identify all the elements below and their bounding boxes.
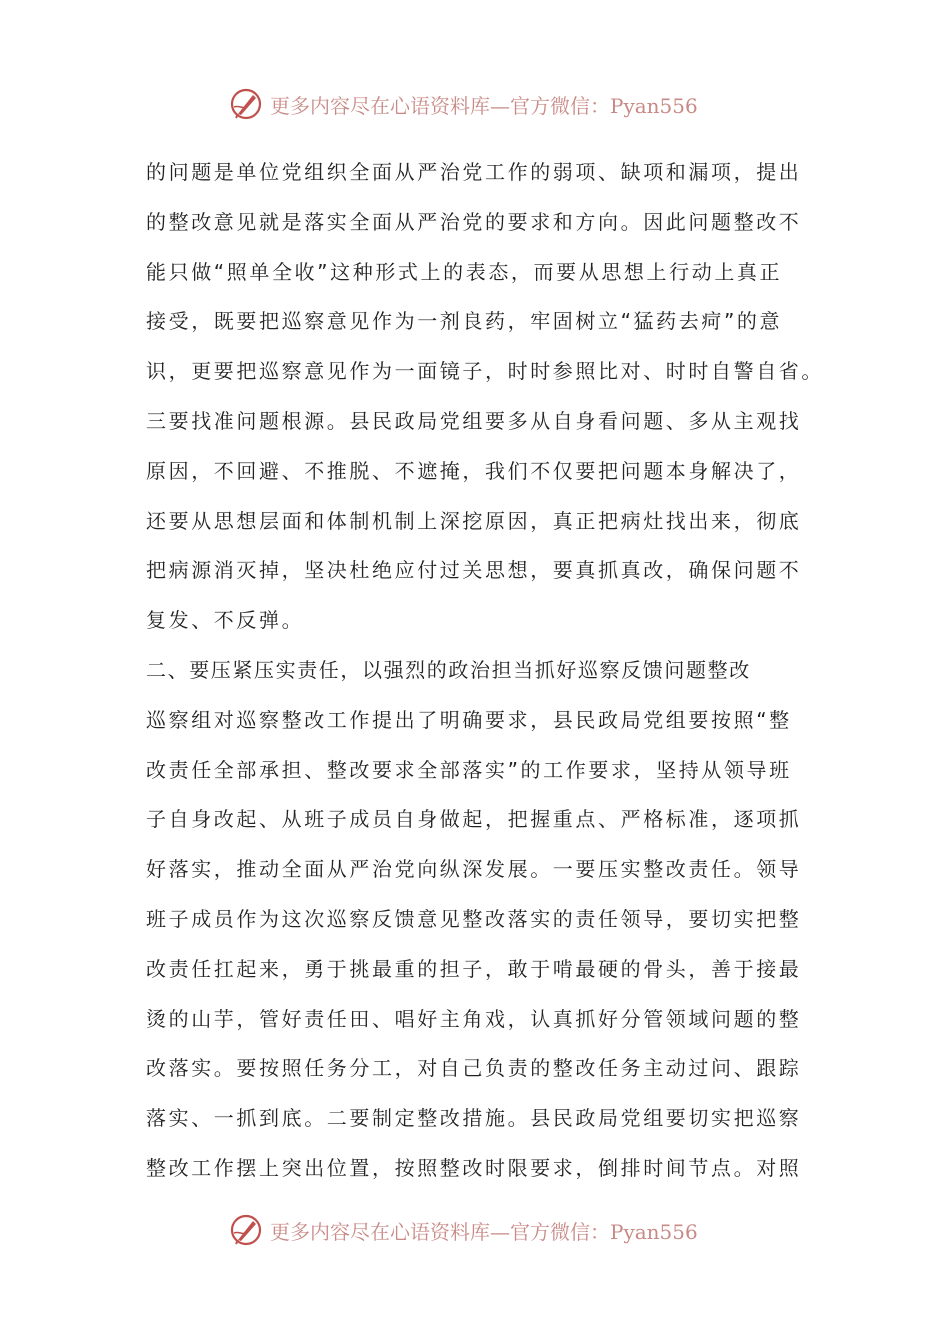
text-line: 的整改意见就是落实全面从严治党的要求和方向。因此问题整改不: [146, 209, 802, 234]
section-heading: 二、要压紧压实责任，以强烈的政治担当抓好巡察反馈问题整改: [146, 657, 751, 682]
text-line: 改责任全部承担、整改要求全部落实”的工作要求，坚持从领导班: [146, 757, 792, 782]
header-banner-text: 更多内容尽在心语资料库—官方微信：Pyan556: [270, 93, 698, 118]
text-line: 烫的山芋，管好责任田、唱好主角戏，认真抓好分管领域问题的整: [146, 1006, 802, 1031]
text-line: 改落实。要按照任务分工，对自己负责的整改任务主动过问、跟踪: [146, 1056, 802, 1081]
footer-banner: [228, 1210, 698, 1250]
text-line: 班子成员作为这次巡察反馈意见整改落实的责任领导，要切实把整: [146, 906, 802, 931]
text-line: 整改工作摆上突出位置，按照整改时限要求，倒排时间节点。对照: [146, 1155, 802, 1180]
text-line: 复发、不反弹。: [146, 608, 305, 633]
text-line: 好落实，推动全面从严治党向纵深发展。一要压实整改责任。领导: [146, 857, 802, 882]
text-line: 识，更要把巡察意见作为一面镜子，时时参照比对、时时自警自省。: [146, 359, 824, 384]
text-line: 还要从思想层面和体制机制上深挖原因，真正把病灶找出来，彻底: [146, 508, 802, 533]
text-line: 接受，既要把巡察意见作为一剂良药，牢固树立“猛药去疴”的意: [146, 309, 783, 334]
text-line: 把病源消灭掉，坚决杜绝应付过关思想，要真抓真改，确保问题不: [146, 558, 802, 583]
quill-pen-icon: [228, 86, 264, 122]
text-line: 改责任扛起来，勇于挑最重的担子，敢于啃最硬的骨头，善于接最: [146, 956, 802, 981]
footer-banner-text: 更多内容尽在心语资料库—官方微信：Pyan556: [270, 1219, 698, 1244]
text-line: 能只做“照单全收”这种形式上的表态，而要从思想上行动上真正: [146, 259, 783, 284]
text-line: 巡察组对巡察整改工作提出了明确要求，县民政局党组要按照“整: [146, 707, 792, 732]
body-text: [146, 148, 824, 1194]
text-line: 原因，不回避、不推脱、不遮掩，我们不仅要把问题本身解决了，: [146, 458, 802, 483]
text-line: 的问题是单位党组织全面从严治党工作的弱项、缺项和漏项，提出: [146, 160, 802, 184]
text-line: 子自身改起、从班子成员自身做起，把握重点、严格标准，逐项抓: [146, 807, 802, 832]
text-line: 三要找准问题根源。县民政局党组要多从自身看问题、多从主观找: [146, 408, 802, 433]
quill-pen-icon: [228, 1212, 264, 1248]
header-banner: [228, 84, 698, 124]
text-line: 落实、一抓到底。二要制定整改措施。县民政局党组要切实把巡察: [146, 1106, 802, 1131]
